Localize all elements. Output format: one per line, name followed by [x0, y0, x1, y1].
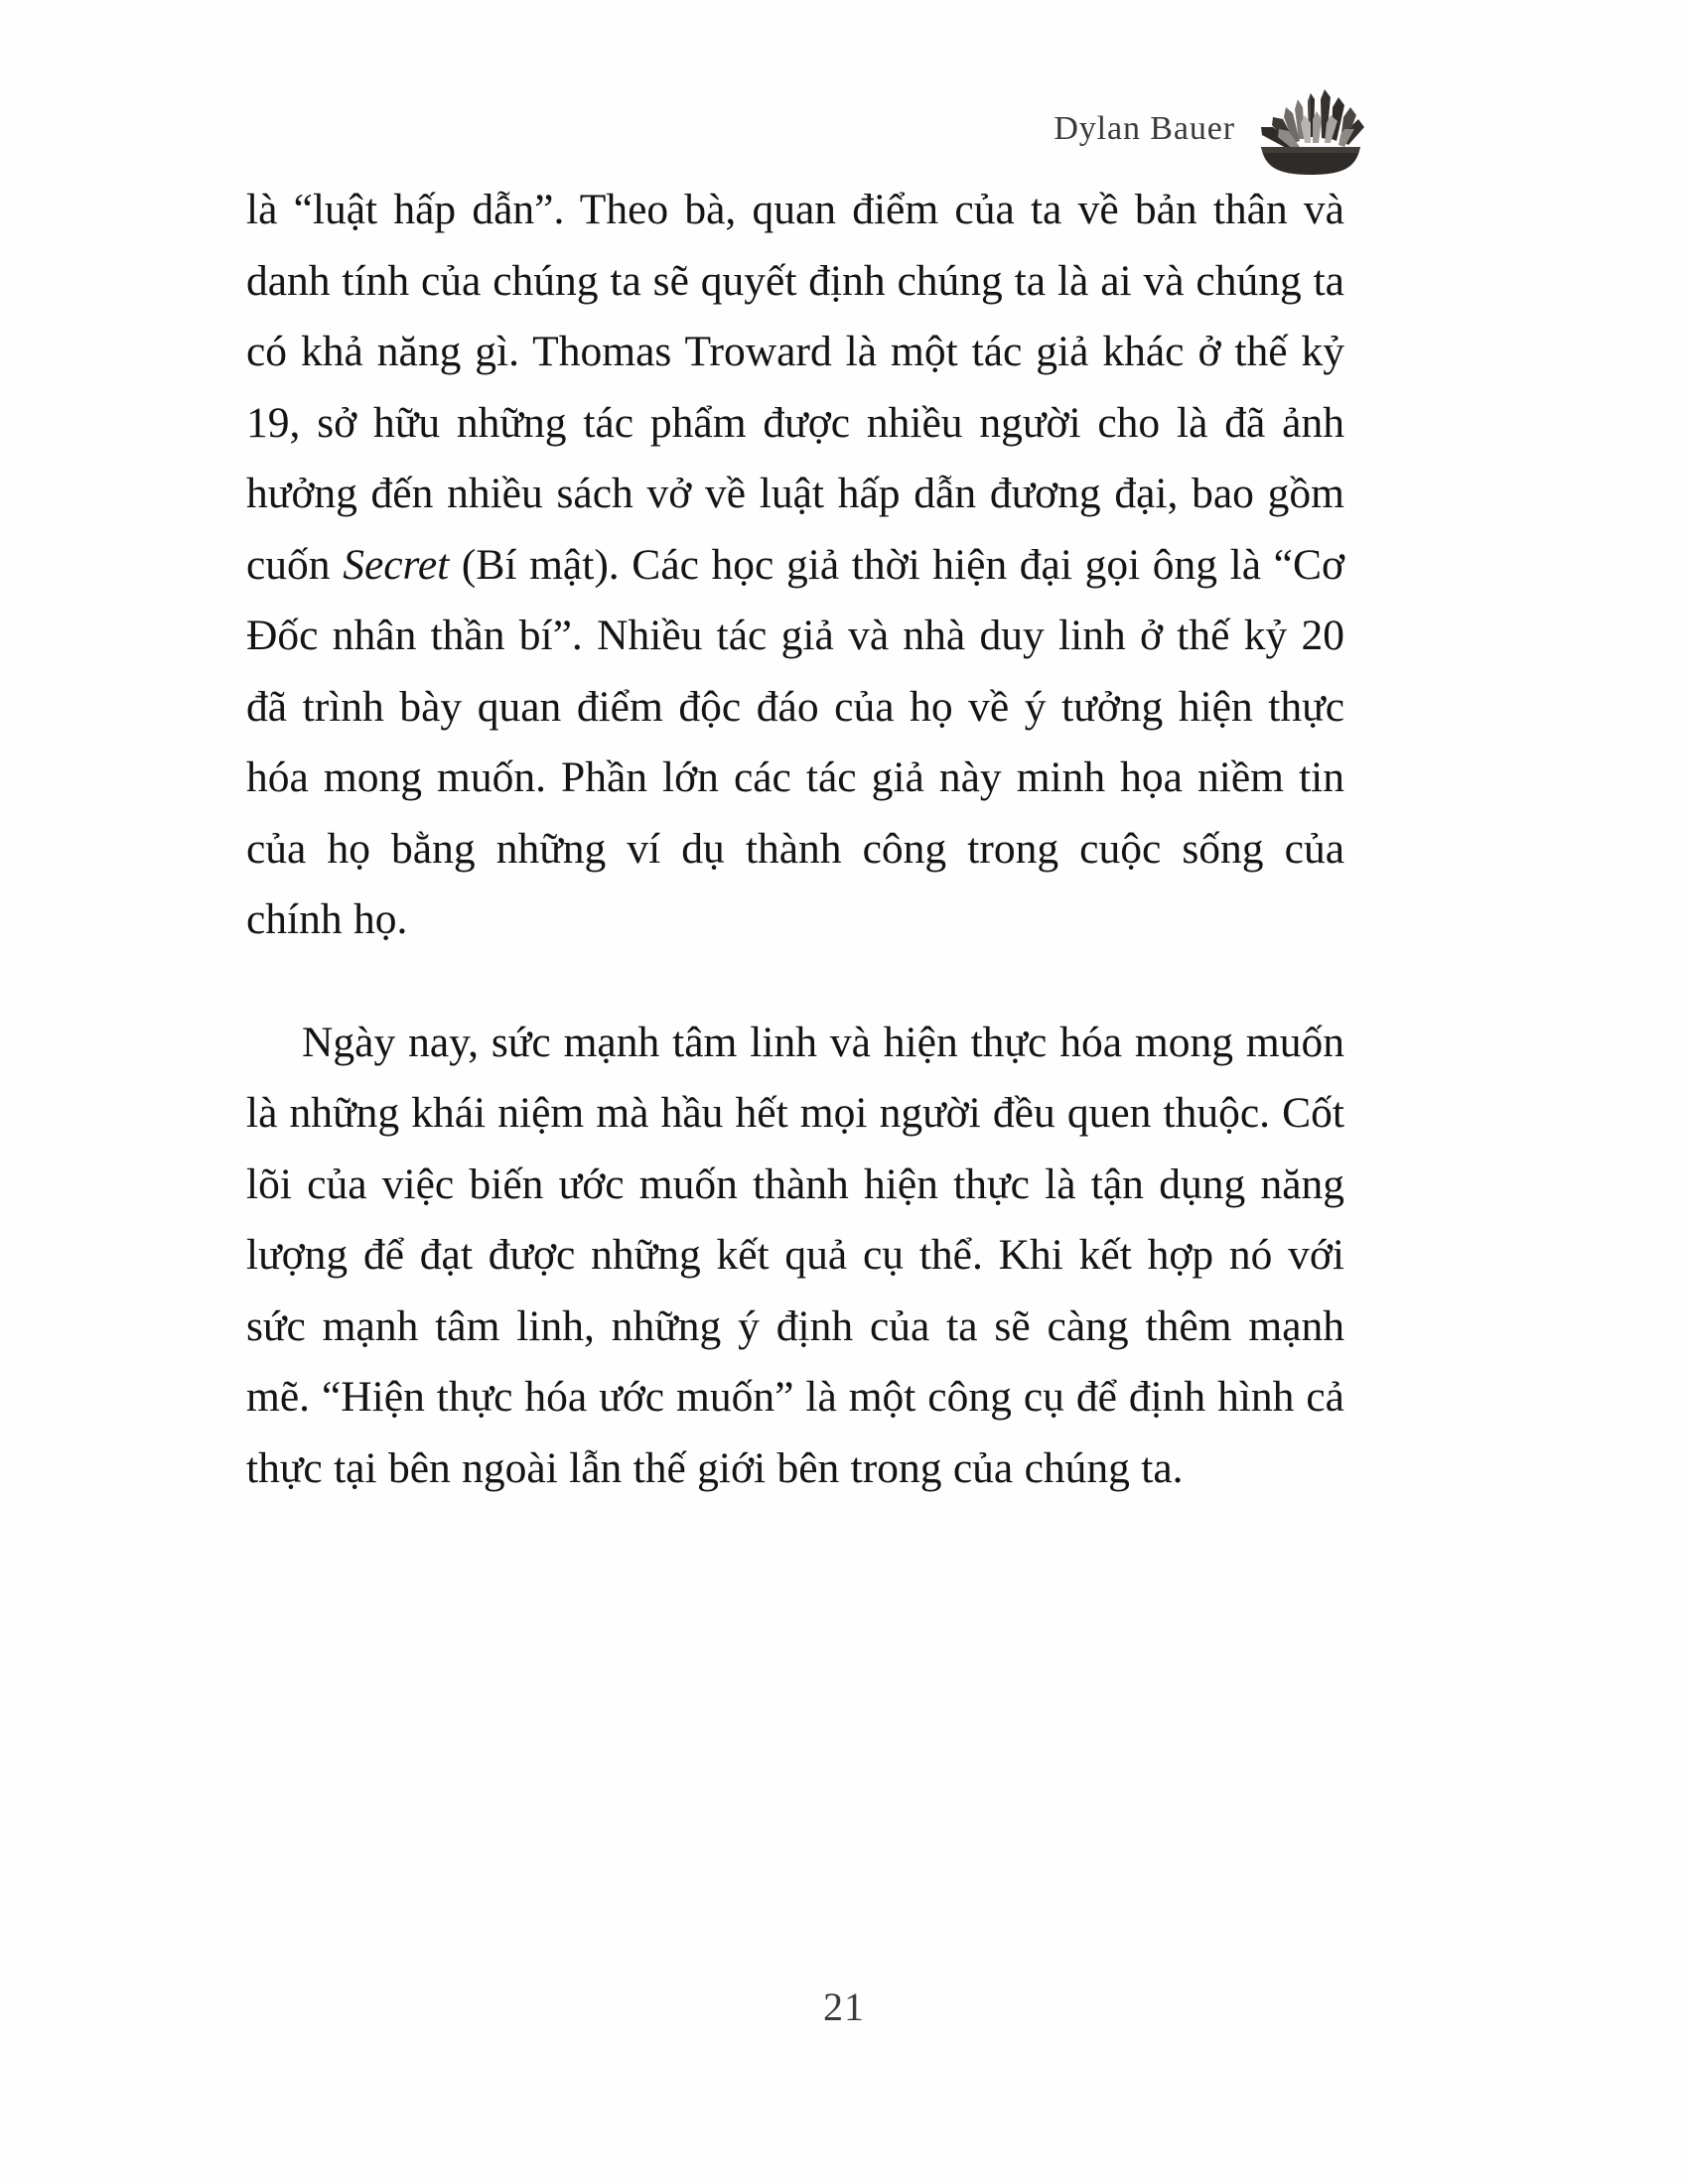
body-text-block	[246, 175, 1344, 1504]
paragraph-1	[246, 175, 1344, 956]
paragraph-1-part-1: là “luật hấp dẫn”. Theo bà, quan điểm của ta về bản thân và danh tính của chúng ta sẽ quyết định chúng ta là ai và chúng ta có khả năng gì. Thomas Troward là một tác giả khác ở thế kỷ 19, sở hữu những tác phẩm được nhiều người cho là đã ảnh hưởng đến nhiều sách vở về luật hấp dẫn đương đại, bao gồm cuốn	[246, 186, 1344, 589]
running-head-author-name: Dylan Bauer	[1054, 110, 1235, 147]
paragraph-1-part-2: (Bí mật). Các học giả thời hiện đại gọi ông là “Cơ Đốc nhân thần bí”. Nhiều tác giả và nhà duy linh ở thế kỷ 20 đã trình bày quan điểm độc đáo của họ về ý tưởng hiện thực hóa mong muốn. Phần lớn các tác giả này minh họa niềm tin của họ bằng những ví dụ thành công trong cuộc sống của chính họ.	[246, 540, 1344, 943]
page-number: 21	[823, 1984, 865, 2029]
running-head	[0, 85, 1368, 173]
paragraph-2: Ngày nay, sức mạnh tâm linh và hiện thực hóa mong muốn là những khái niệm mà hầu hết mọi người đều quen thuộc. Cốt lõi của việc biến ước muốn thành hiện thực là tận dụng năng lượng để đạt được những kết quả cụ thể. Khi kết hợp nó với sức mạnh tâm linh, những ý định của ta sẽ càng thêm mạnh mẽ. “Hiện thực hóa ước muốn” là một công cụ để định hình cả thực tại bên ngoài lẫn thế giới bên trong của chúng ta.	[246, 1018, 1344, 1492]
bowl-with-foliage-icon	[1253, 85, 1368, 177]
book-title-secret: Secret	[343, 540, 450, 589]
